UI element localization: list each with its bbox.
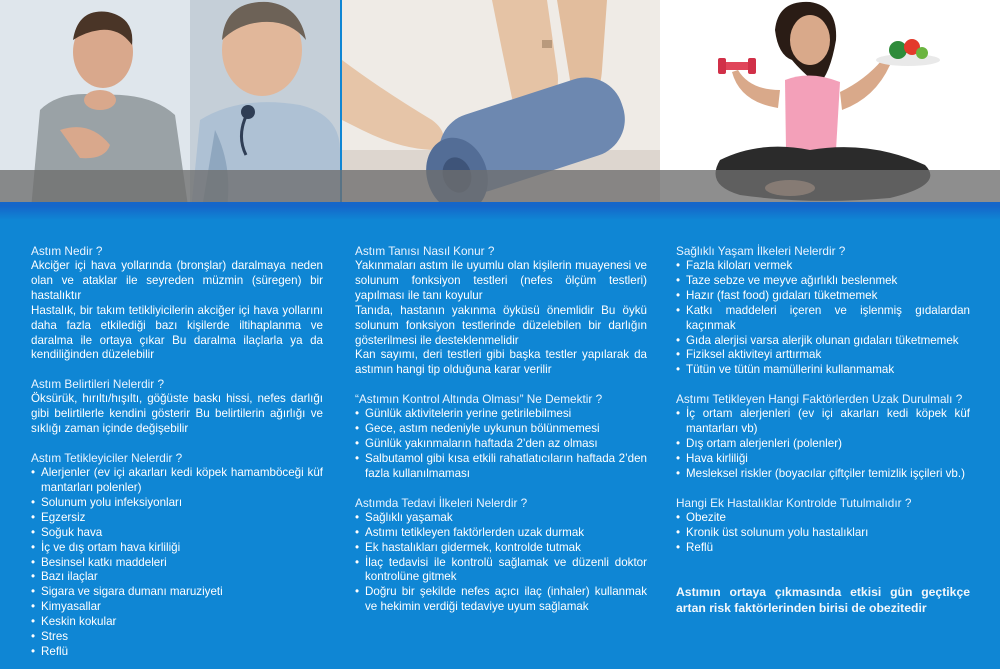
list-item: • Alerjenler (ev içi akarları kedi köpek hamamböceği küf mantarları polenler) (31, 466, 323, 496)
list-item: • Besinsel katkı maddeleri (31, 556, 323, 571)
list-item: • İç ve dış ortam hava kirliliği (31, 541, 323, 556)
paragraph-tests: Kan sayımı, deri testleri gibi başka testler yapılarak da astımın hangi tip olduğuna karar verilir (355, 348, 647, 377)
paragraph-disease-mechanism: Hastalık, bir takım tetikliyicilerin akciğer içi hava yollarını daha fazla etkilediği bazı kişilerde iltihaplanma ve daralma ile ortaya çıkar Bu daralma ilaçlarla ya da kendiliğinden düzelebilir (31, 303, 323, 362)
list-item: • Günlük yakınmaların haftada 2’den az olması (355, 437, 647, 452)
paragraph-history: Tanıda, hastanın yakınma öyküsü önemlidir Bu öykü solunum fonksiyon testlerinde düzelebilen bir darlığın gösterilmesi ile desteklenmelidir (355, 303, 647, 347)
heading-diagnosis: Astım Tanısı Nasıl Konur ? (355, 244, 495, 258)
list-item: • Fiziksel aktiviteyi arttırmak (676, 348, 970, 363)
healthy-living-list (676, 259, 970, 378)
triggers-list (31, 466, 323, 660)
list-item: • Taze sebze ve meyve ağırlıklı beslenmek (676, 274, 970, 289)
list-item: • Sigara ve sigara dumanı maruziyeti (31, 585, 323, 600)
comorbidities-list (676, 511, 970, 556)
list-item: • Sağlıklı yaşamak (355, 511, 647, 526)
list-item: • Stres (31, 630, 323, 645)
list-item: • Gece, astım nedeniyle uykunun bölünmemesi (355, 422, 647, 437)
list-item: • Hava kirliliği (676, 452, 970, 467)
list-item: • Katkı maddeleri içeren ve işlenmiş gıdalardan kaçınmak (676, 304, 970, 334)
list-item: • Salbutamol gibi kısa etkili rahatlatıcıların haftada 2’den fazla kullanılmaması (355, 452, 647, 482)
heading-avoid-triggers: Astımı Tetikleyen Hangi Faktörlerden Uzak Durulmalı ? (676, 392, 963, 407)
list-item: • Doğru bir şekilde nefes açıcı ilaç (inhaler) kullanmak ve hekimin verdiği tedaviye uyum sağlamak (355, 585, 647, 615)
list-item: • Keskin kokular (31, 615, 323, 630)
paragraph-diagnosis: Yakınmaları astım ile uyumlu olan kişilerin muayenesi ve solunum fonksiyon testleri (nefes ölçüm testleri) yapılması ile tanı koyulur (355, 259, 647, 302)
column-diagnosis-treatment (355, 244, 647, 615)
divider-fade (0, 206, 1000, 220)
heading-triggers: Astım Tetikleyiciler Nelerdir ? (31, 451, 183, 466)
column-healthy-living (676, 244, 970, 616)
treatment-principles-list (355, 511, 647, 615)
paragraph-definition: Akciğer içi hava yollarında (bronşlar) daralmaya neden olan ve ataklar ile seyreden müzmin (süregen) bir hastalıktır (31, 259, 323, 302)
list-item: • Kronik üst solunum yolu hastalıkları (676, 526, 970, 541)
list-item: • Reflü (676, 541, 970, 556)
list-item: • Solunum yolu infeksiyonları (31, 496, 323, 511)
list-item: • Soğuk hava (31, 526, 323, 541)
list-item: • Astımı tetikleyen faktörlerden uzak durmak (355, 526, 647, 541)
heading-comorbidities: Hangi Ek Hastalıklar Kontrolde Tutulmalıdır ? (676, 495, 912, 510)
grey-overlay-band (0, 170, 1000, 202)
obesity-highlight: Astımın ortaya çıkmasında etkisi gün geçtikçe artan risk faktörlerinden birisi de obezitedir (676, 584, 970, 615)
heading-asthma-control: “Astımın Kontrol Altında Olması” Ne Demektir ? (355, 392, 603, 407)
list-item: • Günlük aktivitelerin yerine getirilebilmesi (355, 407, 647, 422)
list-item: • İlaç tedavisi ile kontrolü sağlamak ve düzenli doktor kontrolüne gitmek (355, 556, 647, 586)
list-item: • Gıda alerjisi varsa alerjik olunan gıdaları tüketmemek (676, 334, 970, 349)
list-item: • İç ortam alerjenleri (ev içi akarları kedi köpek küf mantarları vb) (676, 407, 970, 437)
list-item: • Bazı ilaçlar (31, 570, 323, 585)
list-item: • Hazır (fast food) gıdaları tüketmemek (676, 289, 970, 304)
list-item: • Kimyasallar (31, 600, 323, 615)
list-item: • Reflü (31, 645, 323, 660)
control-criteria-list (355, 407, 647, 482)
column-asthma-basics (31, 244, 323, 660)
paragraph-symptoms: Öksürük, hırıltı/hışıltı, göğüste baskı hissi, nefes darlığı gibi belirtilerle kendini gösterir Bu belirtilerin ağırlığı ve sıklığı zaman içinde değişebilir (31, 392, 323, 436)
heading-symptoms: Astım Belirtileri Nelerdir ? (31, 377, 165, 392)
avoid-triggers-list (676, 407, 970, 482)
list-item: • Mesleksel riskler (boyacılar çiftçiler temizlik işçileri vb.) (676, 467, 970, 482)
list-item: • Tütün ve tütün mamüllerini kullanmamak (676, 363, 970, 378)
list-item: • Egzersiz (31, 511, 323, 526)
list-item: • Dış ortam alerjenleri (polenler) (676, 437, 970, 452)
heading-treatment-principles: Astımda Tedavi İlkeleri Nelerdir ? (355, 495, 528, 510)
heading-healthy-living: Sağlıklı Yaşam İlkeleri Nelerdir ? (676, 244, 846, 258)
heading-what-is-asthma: Astım Nedir ? (31, 244, 103, 258)
list-item: • Obezite (676, 511, 970, 526)
list-item: • Ek hastalıkları gidermek, kontrolde tutmak (355, 541, 647, 556)
list-item: • Fazla kiloları vermek (676, 259, 970, 274)
